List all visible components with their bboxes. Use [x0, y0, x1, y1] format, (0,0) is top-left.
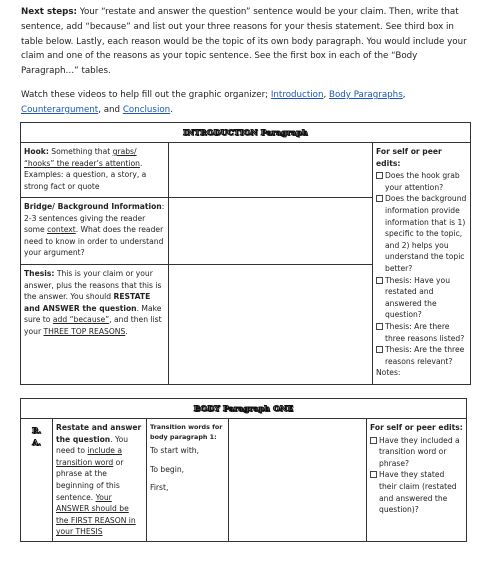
notes-label: Notes: — [376, 368, 401, 378]
thesis-text: This is your claim or your answer, plus the reasons that this is the answer. You should — [24, 269, 162, 302]
videos-prefix: Watch these videos to help fill out the graphic organizer; — [21, 90, 271, 100]
review-item-text: Thesis: Are the three reasons relevant? — [385, 345, 465, 366]
review-item — [376, 321, 467, 344]
thesis-answer-cell[interactable] — [169, 265, 373, 385]
transition-word: To begin, — [150, 464, 185, 474]
bridge-text-underlined: context — [47, 225, 76, 235]
review-item — [376, 275, 467, 321]
transition-words-cell — [147, 419, 229, 542]
review-item-text: Thesis: Are there three reasons listed? — [385, 321, 465, 343]
introduction-link[interactable]: Introduction — [270, 90, 324, 100]
checkbox-icon[interactable] — [376, 172, 383, 179]
thesis-text-underlined: add “because” — [52, 315, 110, 325]
videos-sep: , — [323, 90, 329, 100]
introduction-table — [20, 122, 471, 385]
thesis-label: Thesis: — [24, 269, 55, 278]
bridge-answer-cell[interactable] — [169, 198, 373, 265]
r-letter: R. — [32, 426, 41, 435]
review-item-text: Does the background information provide information that is 1) specific to the topic, and 2) helps you understand the topic better? — [385, 194, 467, 273]
review-item — [370, 469, 463, 515]
ra-text-bold: Restate and answer the question — [56, 423, 142, 444]
hook-label: Hook: — [24, 147, 49, 156]
videos-sep: , and — [98, 104, 123, 115]
instructions-paragraph — [21, 5, 473, 79]
hook-text: Something that — [48, 147, 113, 156]
intro-review-cell — [373, 143, 471, 385]
conclusion-link[interactable]: Conclusion — [122, 104, 171, 115]
ra-text: . You need to — [56, 434, 129, 456]
introduction-title: INTRODUCTION Paragraph — [21, 123, 471, 143]
transition-word: First, — [150, 483, 169, 493]
review-item — [376, 344, 467, 367]
videos-suffix: . — [170, 104, 173, 115]
review-item — [370, 435, 463, 470]
ra-text-underlined: include a transition word — [56, 446, 123, 467]
body-review-cell — [367, 419, 467, 542]
thesis-text-underlined: THREE TOP REASONS — [43, 326, 126, 336]
checkbox-icon[interactable] — [370, 471, 377, 478]
body-review-heading: For self or peer edits: — [370, 423, 463, 432]
checkbox-icon[interactable] — [376, 346, 383, 353]
review-item — [376, 193, 467, 274]
review-item-text: Have they stated their claim (restated and answered the question)? — [379, 470, 457, 515]
body-paragraph-one-title: BODY Paragraph ONE — [21, 399, 467, 419]
body-paragraph-one-table — [20, 398, 467, 542]
hook-cell — [21, 143, 169, 198]
a-letter: A. — [32, 437, 41, 447]
hook-text-underlined: grabs/ “hooks” the reader’s attention — [24, 147, 140, 168]
videos-paragraph — [21, 88, 473, 118]
review-item-text: Have they included a transition word or phrase? — [379, 435, 460, 468]
next-steps-label: Next steps: — [21, 7, 78, 17]
instructions-text: Your “restate and answer the question” sentence would be your claim. Then, write that sentence, add “because” and list out your three reasons for your thesis statement. See third box in table below. Lastly, each reason would be the topic of its own body paragraph. You would include your claim and one of the reasons as your topic sentence. See the first box in each of the “Body Paragraph…” tables. — [21, 7, 467, 77]
ra-answer-cell[interactable] — [229, 419, 367, 542]
bridge-text: . What does the reader need to know in order to understand your argument? — [24, 225, 164, 258]
thesis-cell — [21, 265, 169, 385]
videos-sep: , — [402, 90, 406, 100]
transition-words-heading: Transition words for body paragraph 1: — [150, 423, 223, 441]
checkbox-icon[interactable] — [376, 277, 383, 284]
counterargument-link[interactable]: Counterargument — [21, 104, 99, 115]
ra-letters-cell — [21, 419, 53, 542]
bridge-text: : 2-3 sentences giving the reader some — [24, 202, 165, 235]
thesis-text: . — [125, 326, 128, 336]
hook-text: . Examples: a question, a story, a strong fact or quote — [24, 158, 147, 191]
bridge-cell — [21, 198, 169, 265]
review-item — [376, 170, 467, 193]
checkbox-icon[interactable] — [376, 195, 383, 202]
review-item-text: Does the hook grab your attention? — [385, 171, 460, 192]
thesis-text: . Make sure to — [24, 303, 162, 325]
transition-word: To start with, — [150, 446, 200, 455]
body-paragraphs-link[interactable]: Body Paragraphs — [329, 90, 403, 100]
ra-text: or phrase at the beginning of this sentence. — [56, 457, 124, 502]
ra-instruction-cell — [53, 419, 147, 542]
checkbox-icon[interactable] — [370, 437, 377, 444]
hook-answer-cell[interactable] — [169, 143, 373, 198]
bridge-label: Bridge/ Background Information — [24, 202, 162, 211]
intro-review-heading: For self or peer edits: — [376, 147, 442, 168]
thesis-text-bold: RESTATE and ANSWER the question — [24, 292, 151, 313]
thesis-text: , and then list your — [24, 315, 162, 336]
review-item-text: Thesis: Have you restated and answered the question? — [385, 275, 451, 320]
ra-text-underlined: Your ANSWER should be the FIRST REASON in your THESIS — [56, 492, 136, 537]
checkbox-icon[interactable] — [376, 323, 383, 330]
